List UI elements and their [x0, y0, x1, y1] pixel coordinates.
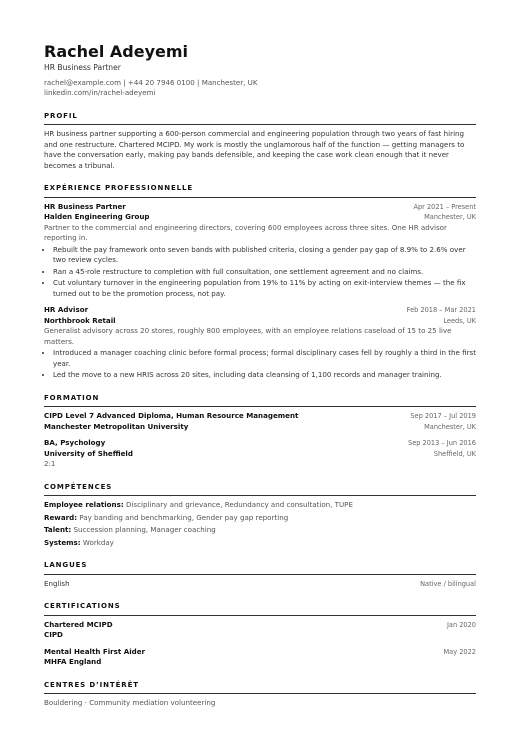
degree: CIPD Level 7 Advanced Diploma, Human Resource Management	[44, 411, 299, 420]
skill-label: Talent:	[44, 525, 72, 534]
section-heading-languages: LANGUES	[44, 560, 476, 575]
job-bullet: • Ran a 45-role restructure to completion with full consultation, one settlement agreement and no claims.	[53, 267, 476, 278]
job-entry	[44, 305, 476, 381]
skill-row	[44, 513, 476, 524]
candidate-title: HR Business Partner	[44, 63, 121, 72]
section-heading-certifications: CERTIFICATIONS	[44, 601, 476, 616]
education-entry	[44, 438, 476, 470]
job-bullet: • Cut voluntary turnover in the engineering population from 19% to 11% by acting on exit-interview themes — the fix turned out to be the promotion process, not pay.	[53, 278, 476, 299]
profile-text: HR business partner supporting a 600-person commercial and engineering population through two years of fast hiring and one restructure. Chartered MCIPD. My work is mostly the unglamorous half of the function — getting managers to have the conversation early, making pay bands defensible, and keeping the case work clean enough that it never becomes a tribunal.	[44, 129, 465, 170]
skill-row	[44, 525, 476, 536]
language-level: Native / bilingual	[420, 579, 476, 588]
skill-label: Systems:	[44, 537, 81, 547]
job-dates: Apr 2021 – Present	[413, 202, 476, 211]
job-location: Leeds, UK	[443, 316, 476, 325]
skill-value: Succession planning, Manager coaching	[73, 525, 216, 534]
contact-block	[44, 78, 476, 99]
job-bullet: • Introduced a manager coaching clinic before formal process; formal disciplinary cases fell by roughly a third in the first year.	[53, 348, 476, 369]
job-role: HR Advisor	[44, 305, 89, 314]
interests-text: Bouldering · Community mediation volunteering	[44, 698, 216, 707]
school: University of Sheffield	[44, 448, 133, 458]
education-section	[44, 393, 476, 470]
section-heading-interests: CENTRES D’INTÉRÊT	[44, 680, 476, 695]
education-dates: Sep 2013 – Jun 2016	[408, 439, 476, 447]
linkedin-link[interactable]: linkedin.com/in/rachel-adeyemi	[44, 88, 156, 97]
section-heading-education: FORMATION	[44, 393, 476, 408]
job-bullets	[44, 245, 476, 300]
job-entry	[44, 202, 476, 300]
skill-label: Employee relations:	[44, 500, 124, 509]
certification-name: Chartered MCIPD	[44, 619, 113, 629]
certification-issuer: CIPD	[44, 630, 63, 639]
skill-row	[44, 500, 476, 511]
skill-row	[44, 538, 476, 549]
certification-date: May 2022	[443, 647, 476, 656]
job-bullets	[44, 348, 476, 381]
job-company: Halden Engineering Group	[44, 212, 150, 221]
skill-value: Pay banding and benchmarking, Gender pay gap reporting	[79, 512, 289, 522]
education-grade: 2:1	[44, 459, 56, 468]
languages-section	[44, 560, 476, 589]
education-location: Manchester, UK	[424, 422, 476, 431]
resume-header	[44, 42, 476, 99]
certification-issuer: MHFA England	[44, 657, 102, 666]
skill-value: Workday	[82, 537, 114, 547]
job-dates: Feb 2018 – Mar 2021	[406, 306, 476, 314]
job-summary: Generalist advisory across 20 stores, roughly 800 employees, with an employee relations caseload of 15 to 25 live matters.	[44, 326, 452, 346]
job-location: Manchester, UK	[424, 213, 476, 221]
certifications-section	[44, 601, 476, 668]
education-dates: Sep 2017 – Jul 2019	[410, 412, 476, 420]
job-bullet: • Led the move to a new HRIS across 20 sites, including data cleansing of 1,100 records and manager training.	[53, 370, 476, 381]
job-role: HR Business Partner	[44, 201, 126, 211]
job-bullet: • Rebuilt the pay framework onto seven bands with published criteria, closing a gender pay gap of 8.9% to 2.6% over two review cycles.	[53, 245, 476, 266]
school: Manchester Metropolitan University	[44, 421, 189, 431]
skill-label: Reward:	[44, 512, 78, 522]
degree: BA, Psychology	[44, 438, 106, 447]
language-name: English	[44, 578, 70, 588]
experience-section	[44, 183, 476, 381]
contact-line: rachel@example.com | +44 20 7946 0100 | Manchester, UK	[44, 77, 258, 87]
interests-section	[44, 680, 476, 709]
certification-name: Mental Health First Aider	[44, 646, 146, 656]
job-summary: Partner to the commercial and engineering directors, covering 600 employees across three sites. One HR advisor reporting in.	[44, 222, 447, 242]
certification-entry	[44, 620, 476, 641]
job-company: Northbrook Retail	[44, 315, 116, 325]
profile-section	[44, 111, 476, 172]
certification-date: Jan 2020	[446, 620, 476, 629]
section-heading-profile: PROFIL	[44, 111, 476, 126]
education-entry	[44, 411, 476, 432]
candidate-name: Rachel Adeyemi	[44, 42, 189, 61]
language-row	[44, 579, 476, 590]
section-heading-experience: EXPÉRIENCE PROFESSIONNELLE	[44, 183, 476, 198]
education-location: Sheffield, UK	[433, 449, 476, 458]
skill-value: Disciplinary and grievance, Redundancy and consultation, TUPE	[125, 500, 353, 509]
section-heading-skills: COMPÉTENCES	[44, 482, 476, 497]
skills-section	[44, 482, 476, 549]
certification-entry	[44, 647, 476, 668]
